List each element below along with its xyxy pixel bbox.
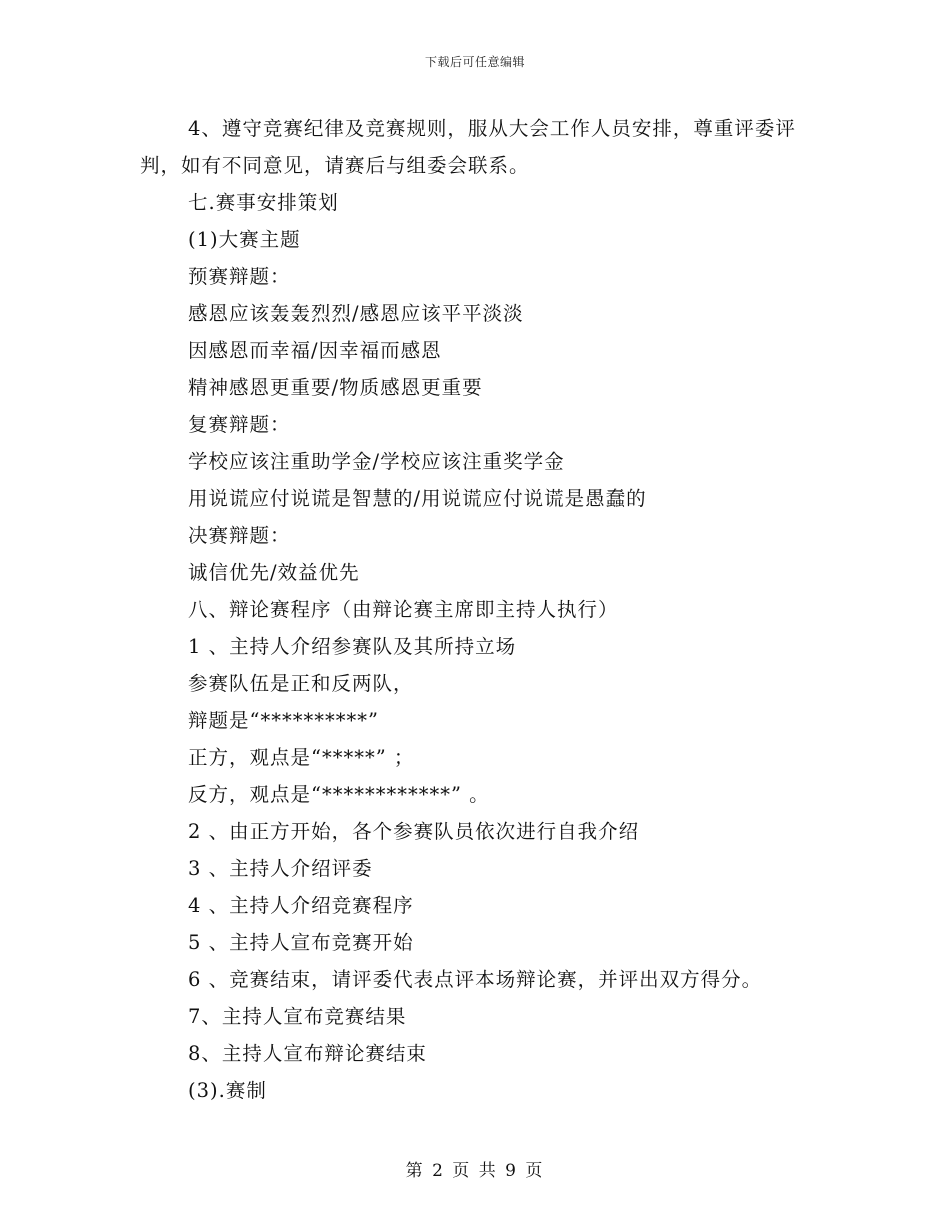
topic-line: 诚信优先/效益优先 — [188, 561, 360, 584]
procedure-step: 2 、由正方开始，各个参赛队员依次进行自我介绍 — [188, 820, 640, 843]
paragraph-rule-4: 4、遵守竞赛纪律及竞赛规则，服从大会工作人员安排，尊重评委评判，如有不同意见，请赛后与组委会联系。 — [140, 117, 796, 177]
label-semifinal-topics: 复赛辩题： — [188, 413, 291, 436]
label-final-topics: 决赛辩题： — [188, 524, 291, 547]
topic-line: 精神感恩更重要/物质感恩更重要 — [188, 376, 483, 399]
procedure-step: 1 、主持人介绍参赛队及其所持立场 — [188, 635, 517, 658]
topic-line: 用说谎应付说谎是智慧的/用说谎应付说谎是愚蠢的 — [188, 487, 647, 510]
section-heading-procedure: 八、辩论赛程序（由辩论赛主席即主持人执行） — [188, 598, 619, 621]
procedure-step: 7、主持人宣布竞赛结果 — [188, 1005, 407, 1028]
label-preliminary-topics: 预赛辩题： — [188, 265, 291, 288]
procedure-detail: 反方，观点是“************” 。 — [188, 783, 490, 806]
page-number-footer: 第 2 页 共 9 页 — [405, 1161, 545, 1181]
topic-line: 感恩应该轰轰烈烈/感恩应该平平淡淡 — [188, 302, 524, 325]
procedure-step: 5 、主持人宣布竞赛开始 — [188, 931, 414, 954]
topic-line: 因感恩而幸福/因幸福而感恩 — [188, 339, 442, 362]
document-body — [140, 110, 820, 1109]
procedure-step: 3 、主持人介绍评委 — [188, 857, 373, 880]
procedure-detail: 辩题是“**********” — [188, 709, 379, 732]
subheading-theme: (1)大赛主题 — [188, 228, 301, 251]
procedure-detail: 正方，观点是“*****” ； — [188, 746, 415, 769]
topic-line: 学校应该注重助学金/学校应该注重奖学金 — [188, 450, 565, 473]
procedure-detail: 参赛队伍是正和反两队， — [188, 672, 414, 695]
procedure-step: 6 、竞赛结束，请评委代表点评本场辩论赛，并评出双方得分。 — [188, 968, 763, 991]
procedure-step: 4 、主持人介绍竞赛程序 — [188, 894, 414, 917]
subheading-format: (3).赛制 — [188, 1079, 267, 1102]
section-heading-schedule: 七.赛事安排策划 — [188, 191, 339, 214]
page-header: 下载后可任意编辑 — [424, 55, 525, 69]
procedure-step: 8、主持人宣布辩论赛结束 — [188, 1042, 427, 1065]
